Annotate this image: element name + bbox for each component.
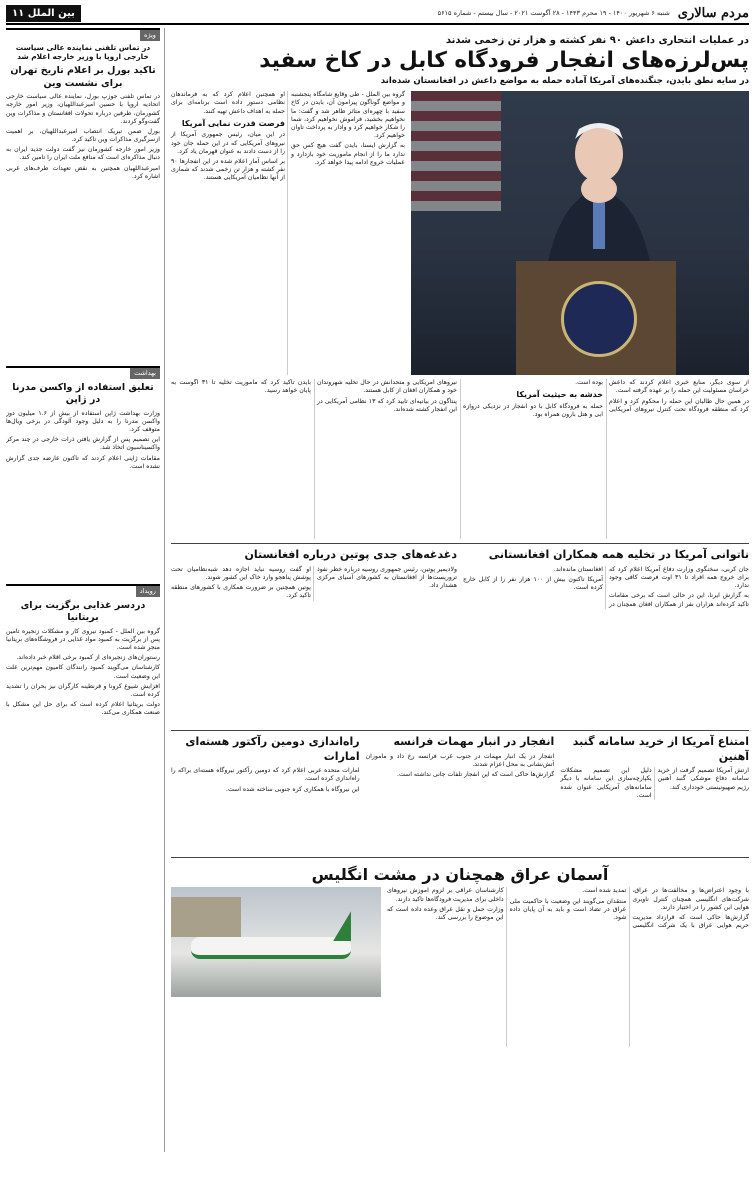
airplane-photo bbox=[171, 887, 381, 997]
lead-paragraph: پنتاگون در بیانیه‌ای تایید کرد که ۱۳ نظامی آمریکایی در این انفجار کشته شده‌اند. bbox=[317, 397, 457, 413]
sidebar-paragraph: افزایش شیوع کرونا و قرنطینه کارگران نیز بحران را تشدید کرده است. bbox=[6, 682, 160, 698]
flag-shape bbox=[411, 91, 501, 211]
lead-story bbox=[171, 91, 749, 375]
sidebar-paragraph: وزارت بهداشت ژاپن استفاده از بیش از ۱.۶ میلیون دوز واکسن مدرنا را به دلیل وجود آلودگی در برخی ویال‌ها متوقف کرد. bbox=[6, 409, 160, 434]
lead-subhead-1: فرصت قدرت نمایی آمریکا bbox=[181, 118, 285, 128]
story-paragraph: ارتش آمریکا تصمیم گرفت از خرید سامانه دفاع موشکی گنبد آهنین رژیم صهیونیستی خودداری کند. bbox=[657, 767, 749, 791]
story-paragraph: ولادیمیر پوتین، رئیس جمهوری روسیه درباره خطر نفوذ تروریست‌ها از افغانستان به کشورهای آسیای مرکزی هشدار داد. bbox=[316, 565, 457, 590]
fuselage-shape bbox=[191, 937, 351, 959]
dateline: شنبه ۶ شهریور ۱۴۰۰ - ۱۹ محرم ۱۴۴۳ - ۲۸ آگوست ۲۰۲۱ - سال بیستم - شماره ۵۶۱۵ bbox=[437, 9, 670, 18]
lead-paragraph: از سوی دیگر، منابع خبری اعلام کردند که داعش خراسان مسئولیت این حمله را بر عهده گرفته است. bbox=[609, 379, 749, 395]
lead-paragraph: در این میان، رئیس جمهوری آمریکا از نیروهای آمریکایی که در این حمله جان خود را از دست دادند به عنوان قهرمان یاد کرد. bbox=[170, 131, 285, 155]
lead-subhead-2: خدشه به حیثیت آمریکا bbox=[516, 390, 603, 400]
lead-paragraph: او همچنین اعلام کرد که به فرماندهان نظامی دستور داده است برنامه‌ای برای حمله به اهداف داعش تهیه کنند. bbox=[170, 91, 285, 115]
middle-stories bbox=[171, 546, 749, 726]
story-body bbox=[171, 767, 360, 794]
story-title: آسمان عراق همچنان در مشت انگلیس bbox=[311, 865, 609, 885]
sidebar-paragraph: در تماس تلفنی جوزپ بورل، نماینده عالی سیاست خارجی اتحادیه اروپا با حسین امیرعبداللهیان، وزیر امور خارجه کشورمان، طرفین درباره تحولات افغانستان و مذاکرات وین گفت‌وگو کردند. bbox=[6, 93, 160, 125]
section-label bbox=[6, 5, 81, 22]
story-paragraph: گزارش‌ها حاکی است که قرارداد مدیریت حریم هوایی عراق با یک شرکت انگلیسی تمدید شده است. bbox=[582, 887, 749, 930]
story-body bbox=[171, 566, 457, 601]
story-paragraph: پوتین همچنین بر ضرورت همکاری با کشورهای منطقه تاکید کرد. bbox=[170, 584, 311, 600]
sidebar-story-moderna bbox=[6, 366, 160, 578]
story-paragraph: آمریکا تاکنون بیش از ۱۰۰ هزار نفر را از کابل خارج کرده است. bbox=[462, 575, 603, 592]
story-paragraph: جان کربی، سخنگوی وزارت دفاع آمریکا اعلام کرد که برای خروج همه افراد تا ۳۱ اوت فرصت کافی وجود ندارد. bbox=[608, 565, 749, 590]
story-title: راه‌اندازی دومین رآکتور هسته‌ای امارات bbox=[185, 735, 360, 763]
story-paragraph: او گفت روسیه نباید اجازه دهد شبه‌نظامیان تحت پوشش پناهجو وارد خاک این کشور شوند. bbox=[170, 565, 311, 581]
sidebar-paragraph: وزیر امور خارجه کشورمان نیز گفت دولت جدید ایران به دنبال مذاکره‌ای است که منافع ملت ایران را تامین کند. bbox=[6, 146, 160, 162]
sidebar bbox=[6, 28, 165, 1152]
story-paragraph: به گزارش ایرنا، این در حالی است که برخی مقامات تاکید کرده‌اند هزاران نفر از همکاران افغان همچنان در افغانستان مانده‌اند. bbox=[553, 565, 749, 608]
story-paragraph: گزارش‌ها حاکی است که این انفجار تلفات جانی نداشته است. bbox=[396, 771, 555, 779]
story-body bbox=[560, 767, 749, 800]
story-body bbox=[463, 566, 749, 609]
sidebar-paragraph: امیرعبداللهیان همچنین به نقض تعهدات طرف‌های غربی اشاره کرد. bbox=[6, 164, 160, 180]
lead-headline: پس‌لرزه‌های انفجار فرودگاه کابل در کاخ سفید bbox=[259, 48, 749, 74]
story-title: دغدغه‌های جدی پوتین درباره افغانستان bbox=[244, 548, 457, 562]
masthead bbox=[6, 4, 749, 25]
lead-paragraph: نیروهای آمریکایی و متحدانش در حال تخلیه شهروندان خود و همکاران افغان از کابل هستند. bbox=[317, 379, 457, 395]
sidebar-paragraph: کارشناسان می‌گویند کمبود رانندگان کامیون مهم‌ترین علت این وضعیت است. bbox=[6, 664, 160, 680]
page-layout bbox=[6, 28, 749, 1152]
story-title: امتناع آمریکا از خرید سامانه گنبد آهنین bbox=[572, 735, 749, 763]
lower-band bbox=[171, 730, 749, 853]
sidebar-kicker: در تماس تلفنی نماینده عالی سیاست خارجی اروپا با وزیر خارجه اعلام شد bbox=[15, 42, 151, 62]
story-paragraph: با وجود اعتراض‌ها و مخالفت‌ها در عراق، شرکت‌های انگلیسی همچنان کنترل ناوبری هوایی این کشور را در اختیار دارند. bbox=[632, 887, 749, 911]
lead-paragraph: به گزارش ایسنا، بایدن گفت هیچ کس حق ندارد ما را از انجام ماموریت خود بازدارد و عملیات خروج ادامه پیدا خواهد کرد. bbox=[290, 142, 405, 166]
iraq-story bbox=[171, 887, 749, 1047]
story-taliban-delay bbox=[463, 546, 749, 726]
sidebar-paragraph: رستوران‌های زنجیره‌ای از کمبود برخی اقلام خبر داده‌اند. bbox=[16, 654, 160, 662]
lead-paragraph: گروه بین الملل - طی وقایع شامگاه پنجشنبه و مواضع گوناگون پیرامون آن، بایدن در کاخ سفید با چهره‌ای متاثر ظاهر شد و گفت: ما نخواهیم بخشید، فراموش نخواهیم کرد، شما را شکار خواهیم کرد و وادار به پرداخت تاوان خواهیم کرد. bbox=[290, 91, 405, 140]
sidebar-paragraph: مقامات ژاپنی اعلام کردند که تاکنون عارضه جدی گزارش نشده است. bbox=[6, 454, 160, 470]
lead-continuation bbox=[171, 379, 749, 539]
lead-kicker: در عملیات انتحاری داعش ۹۰ نفر کشته و هزار تن زخمی شدند bbox=[445, 35, 749, 46]
story-paragraph: امارات متحده عربی اعلام کرد که دومین رآکتور نیروگاه هسته‌ای براکه را راه‌اندازی کرده است. bbox=[170, 767, 360, 783]
main-column bbox=[171, 28, 749, 1152]
sidebar-paragraph: بورل ضمن تبریک انتصاب امیرعبداللهیان، بر اهمیت ازسرگیری مذاکرات وین تاکید کرد. bbox=[6, 127, 160, 144]
lead-paragraph: حمله به فرودگاه کابل با دو انفجار در نزدیکی دروازه ابی و هتل بارون همراه بود. bbox=[463, 402, 603, 419]
story-putin bbox=[171, 546, 457, 726]
sidebar-tag: رویداد bbox=[136, 586, 160, 597]
terminal-shape bbox=[171, 897, 241, 937]
sidebar-story-brexit bbox=[6, 584, 160, 1146]
newspaper-logo: مردم سالاری bbox=[677, 5, 749, 21]
story-paragraph: منتقدان می‌گویند این وضعیت با حاکمیت ملی عراق در تضاد است و باید به آن پایان داده شود. bbox=[509, 897, 627, 921]
sidebar-paragraph: گروه بین الملل - کمبود نیروی کار و مشکلات زنجیره تامین پس از برگزیت به کمبود مواد غذایی در فروشگاه‌های بریتانیا منجر شده است. bbox=[6, 627, 160, 652]
lead-text bbox=[171, 91, 405, 375]
sidebar-title: تعلیق استفاده از واکسن مدرنا در ژاپن bbox=[12, 381, 154, 406]
story-paragraph: انفجار در یک انبار مهمات در جنوب غرب فرانسه رخ داد و ماموران آتش‌نشانی به محل اعزام شدند. bbox=[365, 752, 555, 768]
lead-subhead: در سایه نطق بایدن، جنگنده‌های آمریکا آماده حمله به مواضع داعش در افغانستان شده‌اند bbox=[380, 75, 749, 86]
sidebar-title: تاکید بورل بر اعلام تاریخ تهران برای نشست وین bbox=[10, 65, 156, 89]
middle-band bbox=[171, 543, 749, 726]
story-title: ناتوانی آمریکا در تخلیه همه همکاران افغانستانی bbox=[488, 548, 749, 562]
story-paragraph: کارشناسان عراقی بر لزوم آموزش نیروهای داخلی برای مدیریت فرودگاه‌ها تاکید دارند. bbox=[386, 887, 504, 903]
iraq-band bbox=[171, 857, 749, 1047]
lead-photo bbox=[411, 91, 749, 375]
story-body bbox=[387, 887, 749, 1047]
lead-photo-wrap bbox=[411, 91, 749, 375]
story-iron-dome bbox=[560, 733, 749, 853]
story-paragraph: دلیل این تصمیم مشکلات یکپارچه‌سازی این سامانه با دیگر سامانه‌های آمریکایی عنوان شده است. bbox=[560, 767, 652, 799]
story-paragraph: وزارت حمل و نقل عراق وعده داده است که این موضوع را بررسی کند. bbox=[386, 905, 504, 921]
story-uae bbox=[171, 733, 360, 853]
page-number: ۱۱ bbox=[12, 7, 25, 19]
lead-paragraph: بر اساس آمار اعلام شده در این انفجارها ۹۰ نفر کشته و هزار تن زخمی شدند که شماری از آنها نظامیان آمریکایی هستند. bbox=[170, 157, 285, 182]
sidebar-tag: بهداشت bbox=[130, 368, 160, 379]
story-france bbox=[366, 733, 555, 853]
lead-paragraph: بایدن تاکید کرد که ماموریت تخلیه تا ۳۱ آگوست به پایان خواهد رسید. bbox=[171, 379, 311, 395]
sidebar-paragraph: دولت بریتانیا اعلام کرده است که برای حل این مشکل با صنعت همکاری می‌کند. bbox=[6, 701, 160, 717]
sidebar-tag: ویژه bbox=[140, 30, 160, 41]
story-paragraph: این نیروگاه با همکاری کره جنوبی ساخته شده است. bbox=[226, 785, 360, 793]
sidebar-title: دردسر غذایی برگزیت برای بریتانیا bbox=[20, 599, 146, 624]
lead-paragraph: در همین حال طالبان این حمله را محکوم کرد و اعلام کرد که منطقه فرودگاه تحت کنترل نیروهای آمریکایی بوده است. bbox=[575, 379, 749, 413]
story-body bbox=[366, 753, 555, 780]
section-name: بین الملل bbox=[27, 7, 75, 19]
story-title: انفجار در انبار مهمات فرانسه bbox=[393, 735, 555, 749]
sidebar-paragraph: این تصمیم پس از گزارش یافتن ذرات خارجی در چند مرکز واکسیناسیون اتخاذ شد. bbox=[6, 436, 160, 452]
presidential-seal bbox=[561, 281, 637, 357]
sidebar-story-borrell bbox=[6, 28, 160, 360]
lower-stories bbox=[171, 733, 749, 853]
